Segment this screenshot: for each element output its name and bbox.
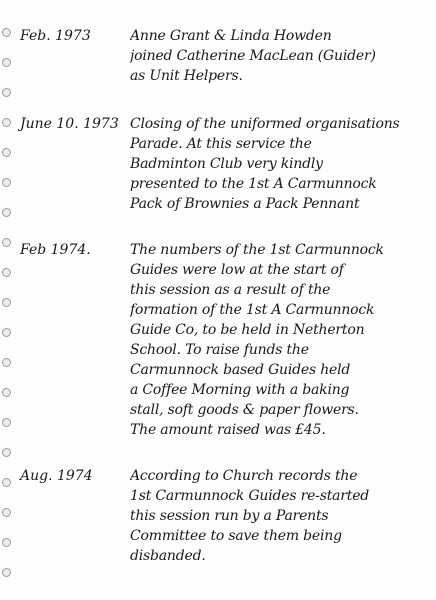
- entry-line: 1st Carmunnock Guides re-started: [130, 488, 370, 504]
- entry-line: Closing of the uniformed organisations: [130, 116, 400, 132]
- binding-holes: [0, 0, 14, 600]
- entry-line: Guides were low at the start of: [130, 262, 344, 278]
- binding-hole: [2, 418, 11, 427]
- binding-hole: [2, 388, 11, 397]
- entry-line: a Coffee Morning with a baking: [130, 382, 350, 398]
- entry-line: School. To raise funds the: [130, 342, 309, 358]
- entry-line: Guide Co, to be held in Netherton: [130, 322, 365, 338]
- entry-line: Carmunnock based Guides held: [130, 362, 351, 378]
- binding-hole: [2, 178, 11, 187]
- binding-hole: [2, 58, 11, 67]
- binding-hole: [2, 268, 11, 277]
- binding-hole: [2, 298, 11, 307]
- binding-hole: [2, 478, 11, 487]
- binding-hole: [2, 88, 11, 97]
- binding-hole: [2, 148, 11, 157]
- binding-hole: [2, 538, 11, 547]
- entry-text: [130, 240, 425, 440]
- binding-hole: [2, 448, 11, 457]
- entry-line: stall, soft goods & paper flowers.: [130, 402, 359, 418]
- binding-hole: [2, 28, 11, 37]
- entry-date: Feb. 1973: [20, 28, 91, 44]
- binding-hole: [2, 238, 11, 247]
- entry-text: [130, 466, 425, 566]
- entry-line: Badminton Club very kindly: [130, 156, 323, 172]
- entry-text: [130, 26, 425, 86]
- entry-line: this session run by a Parents: [130, 508, 329, 524]
- binding-hole: [2, 568, 11, 577]
- entry-line: joined Catherine MacLean (Guider): [130, 48, 376, 64]
- entry-date: Feb 1974.: [20, 242, 91, 258]
- entry-line: According to Church records the: [130, 468, 358, 484]
- entry-line: Anne Grant & Linda Howden: [130, 28, 332, 44]
- entry-line: Parade. At this service the: [130, 136, 312, 152]
- binding-hole: [2, 208, 11, 217]
- entry-line: The numbers of the 1st Carmunnock: [130, 242, 384, 258]
- binding-hole: [2, 508, 11, 517]
- binding-hole: [2, 358, 11, 367]
- entry-line: formation of the 1st A Carmunnock: [130, 302, 375, 318]
- entry-line: Committee to save them being: [130, 528, 342, 544]
- entry-line: Pack of Brownies a Pack Pennant: [130, 196, 360, 212]
- entry-line: this session as a result of the: [130, 282, 331, 298]
- entry-date: June 10. 1973: [20, 116, 119, 132]
- entry-date: Aug. 1974: [20, 468, 93, 484]
- entry-line: as Unit Helpers.: [130, 68, 243, 84]
- entry-line: presented to the 1st A Carmunnock: [130, 176, 377, 192]
- entry-text: [130, 114, 425, 214]
- binding-hole: [2, 328, 11, 337]
- entry-line: The amount raised was £45.: [130, 422, 326, 438]
- binding-hole: [2, 118, 11, 127]
- entry-line: disbanded.: [130, 548, 206, 564]
